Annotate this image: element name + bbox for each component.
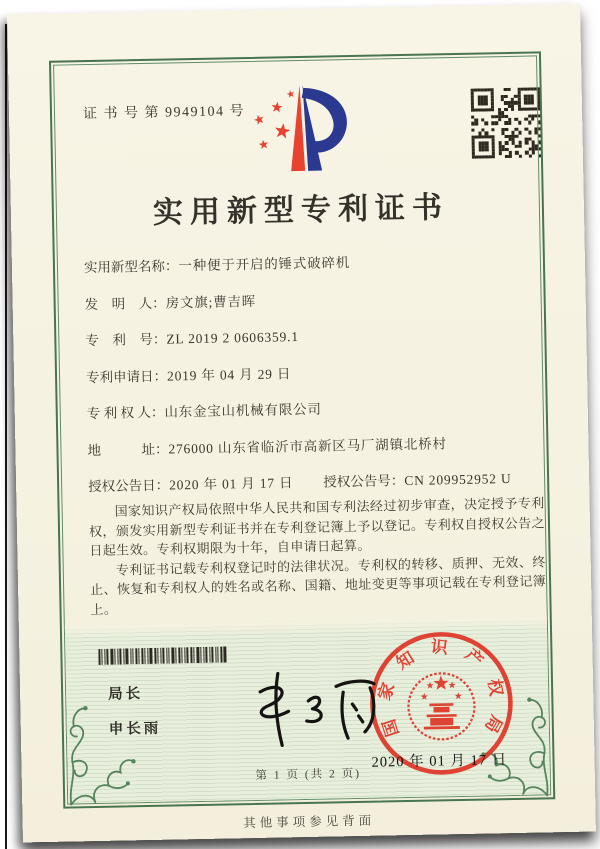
field-label: 授权公告日： xyxy=(88,477,170,495)
certificate-title: 实用新型专利证书 xyxy=(152,191,450,230)
barcode xyxy=(98,646,250,665)
certificate-page xyxy=(7,4,596,843)
commissioner-title: 局长 xyxy=(108,686,144,703)
field-label: 专 利 号： xyxy=(85,331,167,349)
field-label: 实用新型名称： xyxy=(83,258,179,276)
field-label: 发 明 人： xyxy=(84,295,166,312)
field-value: 276000 山东省临沂市高新区马厂湖镇北桥村 xyxy=(168,435,447,457)
field-label: 专 利 权 人： xyxy=(86,404,165,422)
field-value: ZL 2019 2 0606359.1 xyxy=(166,329,299,347)
field-value: 2019 年 04 月 29 日 xyxy=(166,365,292,384)
commissioner-signature xyxy=(248,659,390,757)
legal-paragraph: 国家知识产权局依照中华人民共和国专利法经过初步审查，决定授予专利权，颁发实用新型专利证书并在专利登记簿上予以登记。专利权自授权公告之日起生效。专利权期限为十年，自申请日起算。 xyxy=(88,495,546,559)
field-value: 山东金宝山机械有限公司 xyxy=(164,401,322,420)
field-label: 授权公告号： xyxy=(323,473,405,490)
back-note: 其他事项参见背面 xyxy=(243,813,376,831)
legal-paragraph: 专利证书记载专利权登记时的法律状况。专利权的转移、质押、无效、终止、恢复和专利权人的姓名或名称、国籍、地址变更等事项记载在专利登记簿上。 xyxy=(90,553,547,617)
seal-emblem xyxy=(420,675,462,730)
seal-text: 国家知识产权局 xyxy=(374,636,509,750)
field-value: 房文旗;曹吉晖 xyxy=(165,293,257,311)
field-label: 专利申请日： xyxy=(85,368,168,385)
field-value: CN 209952952 U xyxy=(404,470,512,489)
seal-date: 2020 年 01 月 17 日 xyxy=(371,752,508,771)
field-value: 2020 年 01 月 17 日 xyxy=(169,475,294,493)
corner-flourish-icon xyxy=(62,691,149,808)
certificate-number: 证 书 号 第 9949104 号 xyxy=(82,104,246,123)
scanner-edge-line xyxy=(5,24,7,849)
field-label: 地 址： xyxy=(87,441,169,458)
field-value: 一种便于开启的锤式破碎机 xyxy=(178,255,351,274)
page-number: 第 1 页 (共 2 页) xyxy=(255,767,362,782)
commissioner-name: 申长雨 xyxy=(108,720,162,738)
